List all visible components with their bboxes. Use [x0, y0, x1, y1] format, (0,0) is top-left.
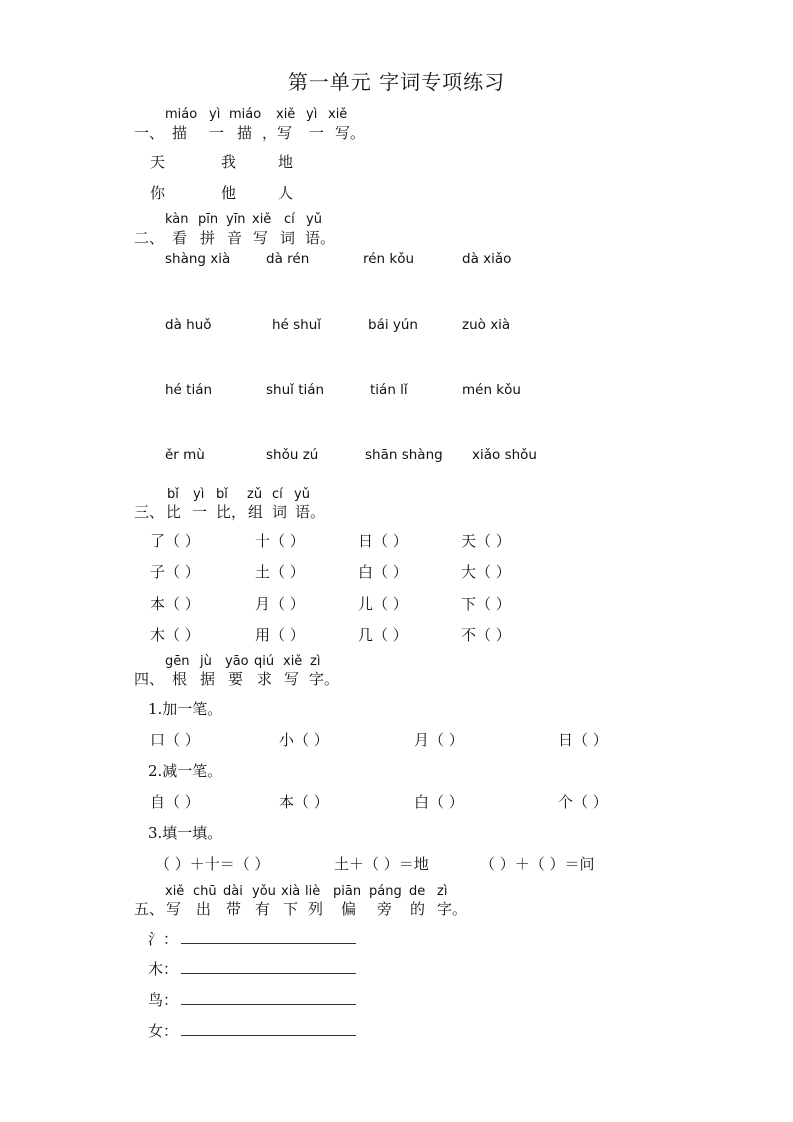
character: 我: [221, 153, 237, 171]
word-blank[interactable]: 日（ ）: [558, 731, 608, 749]
word-blank[interactable]: 十（ ）: [255, 532, 305, 550]
word-blank[interactable]: 月（ ）: [255, 595, 305, 613]
character: 人: [278, 184, 294, 202]
pinyin: yì: [193, 487, 205, 502]
pinyin-word: xiǎo shǒu: [472, 447, 537, 463]
word-blank[interactable]: 小（ ）: [279, 731, 329, 749]
word-blank[interactable]: 几（ ）: [358, 626, 408, 644]
equation-blank[interactable]: 土＋（ ）＝地: [334, 855, 429, 873]
pinyin-word: hé shuǐ: [272, 317, 322, 333]
pinyin: yīn: [226, 212, 246, 227]
pinyin-word: dà xiǎo: [462, 251, 512, 267]
heading-char: 写: [284, 670, 300, 688]
section-number: 三、: [134, 503, 165, 521]
heading-char: 列: [308, 900, 324, 918]
heading-char: 带: [226, 900, 242, 918]
heading-char: 下: [283, 900, 299, 918]
heading-char: 出: [196, 900, 212, 918]
pinyin-word: shàng xià: [165, 251, 231, 267]
heading-char: 比，: [216, 503, 247, 521]
pinyin: kàn: [165, 212, 189, 227]
pinyin: yǒu: [252, 884, 276, 899]
word-blank[interactable]: 天（ ）: [461, 532, 511, 550]
heading-char: 一: [309, 124, 325, 142]
pinyin: cí: [272, 487, 283, 502]
pinyin: xiě: [276, 107, 296, 122]
pinyin-word: dà rén: [266, 251, 310, 267]
heading-char: 词: [272, 503, 288, 521]
pinyin-word: bái yún: [368, 317, 418, 333]
pinyin-word: dà huǒ: [165, 317, 212, 333]
heading-char: 旁: [377, 900, 393, 918]
pinyin-word: shān shàng: [365, 447, 443, 463]
pinyin: cí: [284, 212, 295, 227]
question-label: 3.填一填。: [148, 824, 223, 842]
heading-char: 描: [172, 124, 188, 142]
pinyin: xiě: [283, 654, 303, 669]
pinyin-word: ěr mù: [165, 447, 205, 463]
heading-char: 据: [200, 670, 216, 688]
pinyin: pīn: [198, 212, 219, 227]
radical-label: 鸟：: [148, 991, 179, 1009]
pinyin: chū: [193, 884, 217, 899]
pinyin: xiě: [252, 212, 272, 227]
heading-char: 组: [248, 503, 264, 521]
heading-char: 看: [172, 229, 188, 247]
word-blank[interactable]: 儿（ ）: [358, 595, 408, 613]
word-blank[interactable]: 用（ ）: [255, 626, 305, 644]
pinyin-word: shǒu zú: [266, 447, 319, 463]
word-blank[interactable]: 大（ ）: [461, 563, 511, 581]
section-number: 四、: [134, 670, 165, 688]
word-blank[interactable]: 下（ ）: [461, 595, 511, 613]
word-blank[interactable]: 不（ ）: [461, 626, 511, 644]
word-blank[interactable]: 了（ ）: [150, 532, 200, 550]
heading-char: 字。: [437, 900, 468, 918]
pinyin: bǐ: [216, 487, 228, 502]
word-blank[interactable]: 土（ ）: [255, 563, 305, 581]
pinyin: zì: [310, 654, 321, 669]
pinyin: páng: [369, 884, 402, 899]
heading-char: 有: [255, 900, 271, 918]
heading-char: 语。: [295, 503, 326, 521]
heading-char: 写。: [335, 124, 366, 142]
heading-char: 描: [237, 124, 253, 142]
answer-line[interactable]: [181, 973, 356, 974]
heading-char: 求: [257, 670, 273, 688]
answer-line[interactable]: [181, 943, 356, 944]
pinyin: liè: [305, 884, 321, 899]
heading-char: 一: [209, 124, 225, 142]
pinyin-word: rén kǒu: [363, 251, 415, 267]
heading-char: 一: [192, 503, 208, 521]
heading-char: 的: [410, 900, 426, 918]
heading-char: 写: [166, 900, 182, 918]
question-label: 2.减一笔。: [148, 762, 223, 780]
answer-line[interactable]: [181, 1035, 356, 1036]
pinyin: zì: [437, 884, 448, 899]
pinyin: de: [409, 884, 426, 899]
pinyin-word: zuò xià: [462, 317, 511, 333]
pinyin: jù: [200, 654, 212, 669]
word-blank[interactable]: 月（ ）: [414, 731, 464, 749]
pinyin: miáo: [165, 107, 198, 122]
pinyin: yì: [209, 107, 221, 122]
radical-label: 木：: [148, 960, 179, 978]
pinyin: zǔ: [247, 487, 263, 502]
character: 你: [150, 184, 166, 202]
pinyin: yāo: [225, 654, 249, 669]
section-number: 一、: [134, 124, 165, 142]
pinyin: bǐ: [167, 487, 179, 502]
heading-char: 偏: [341, 900, 357, 918]
word-blank[interactable]: 日（ ）: [358, 532, 408, 550]
pinyin: piān: [333, 884, 362, 899]
heading-char: 根: [172, 670, 188, 688]
section-number: 二、: [134, 229, 165, 247]
pinyin: xiě: [165, 884, 185, 899]
word-blank[interactable]: 个（ ）: [558, 793, 608, 811]
character: 地: [278, 153, 294, 171]
word-blank[interactable]: 子（ ）: [150, 563, 200, 581]
character: 天: [150, 153, 166, 171]
pinyin: gēn: [165, 654, 190, 669]
pinyin: yì: [306, 107, 318, 122]
heading-char: 字。: [309, 670, 340, 688]
pinyin: yǔ: [294, 487, 310, 502]
page-title: 第一单元 字词专项练习: [287, 70, 506, 94]
heading-char: 音: [227, 229, 243, 247]
heading-char: 词: [280, 229, 296, 247]
equation-blank[interactable]: （ ）＋（ ）＝问: [480, 855, 595, 873]
heading-char: 语。: [305, 229, 336, 247]
heading-char: 要: [228, 670, 244, 688]
word-blank[interactable]: 白（ ）: [414, 793, 464, 811]
pinyin: xiě: [328, 107, 348, 122]
question-label: 1.加一笔。: [148, 700, 223, 718]
answer-line[interactable]: [181, 1004, 356, 1005]
pinyin-word: tián lǐ: [370, 382, 408, 398]
heading-char: 比: [166, 503, 182, 521]
word-blank[interactable]: 本（ ）: [279, 793, 329, 811]
pinyin: miáo: [229, 107, 262, 122]
heading-char: 写: [253, 229, 269, 247]
pinyin-word: shuǐ tián: [266, 382, 325, 398]
word-blank[interactable]: 口（ ）: [150, 731, 200, 749]
heading-char: 拼: [200, 229, 216, 247]
pinyin-word: hé tián: [165, 382, 213, 398]
word-blank[interactable]: 自（ ）: [150, 793, 200, 811]
pinyin: qiú: [254, 654, 275, 669]
section-number: 五、: [134, 900, 165, 918]
equation-blank[interactable]: （ ）＋十＝（ ）: [155, 855, 270, 873]
word-blank[interactable]: 本（ ）: [150, 595, 200, 613]
pinyin: yǔ: [306, 212, 322, 227]
pinyin: dài: [223, 884, 243, 899]
radical-label: 女：: [148, 1022, 179, 1040]
character: 他: [221, 184, 237, 202]
word-blank[interactable]: 木（ ）: [150, 626, 200, 644]
pinyin: xià: [281, 884, 301, 899]
radical-label: 氵：: [148, 930, 179, 948]
heading-char: ，写: [262, 124, 293, 142]
word-blank[interactable]: 白（ ）: [358, 563, 408, 581]
pinyin-word: mén kǒu: [462, 382, 521, 398]
